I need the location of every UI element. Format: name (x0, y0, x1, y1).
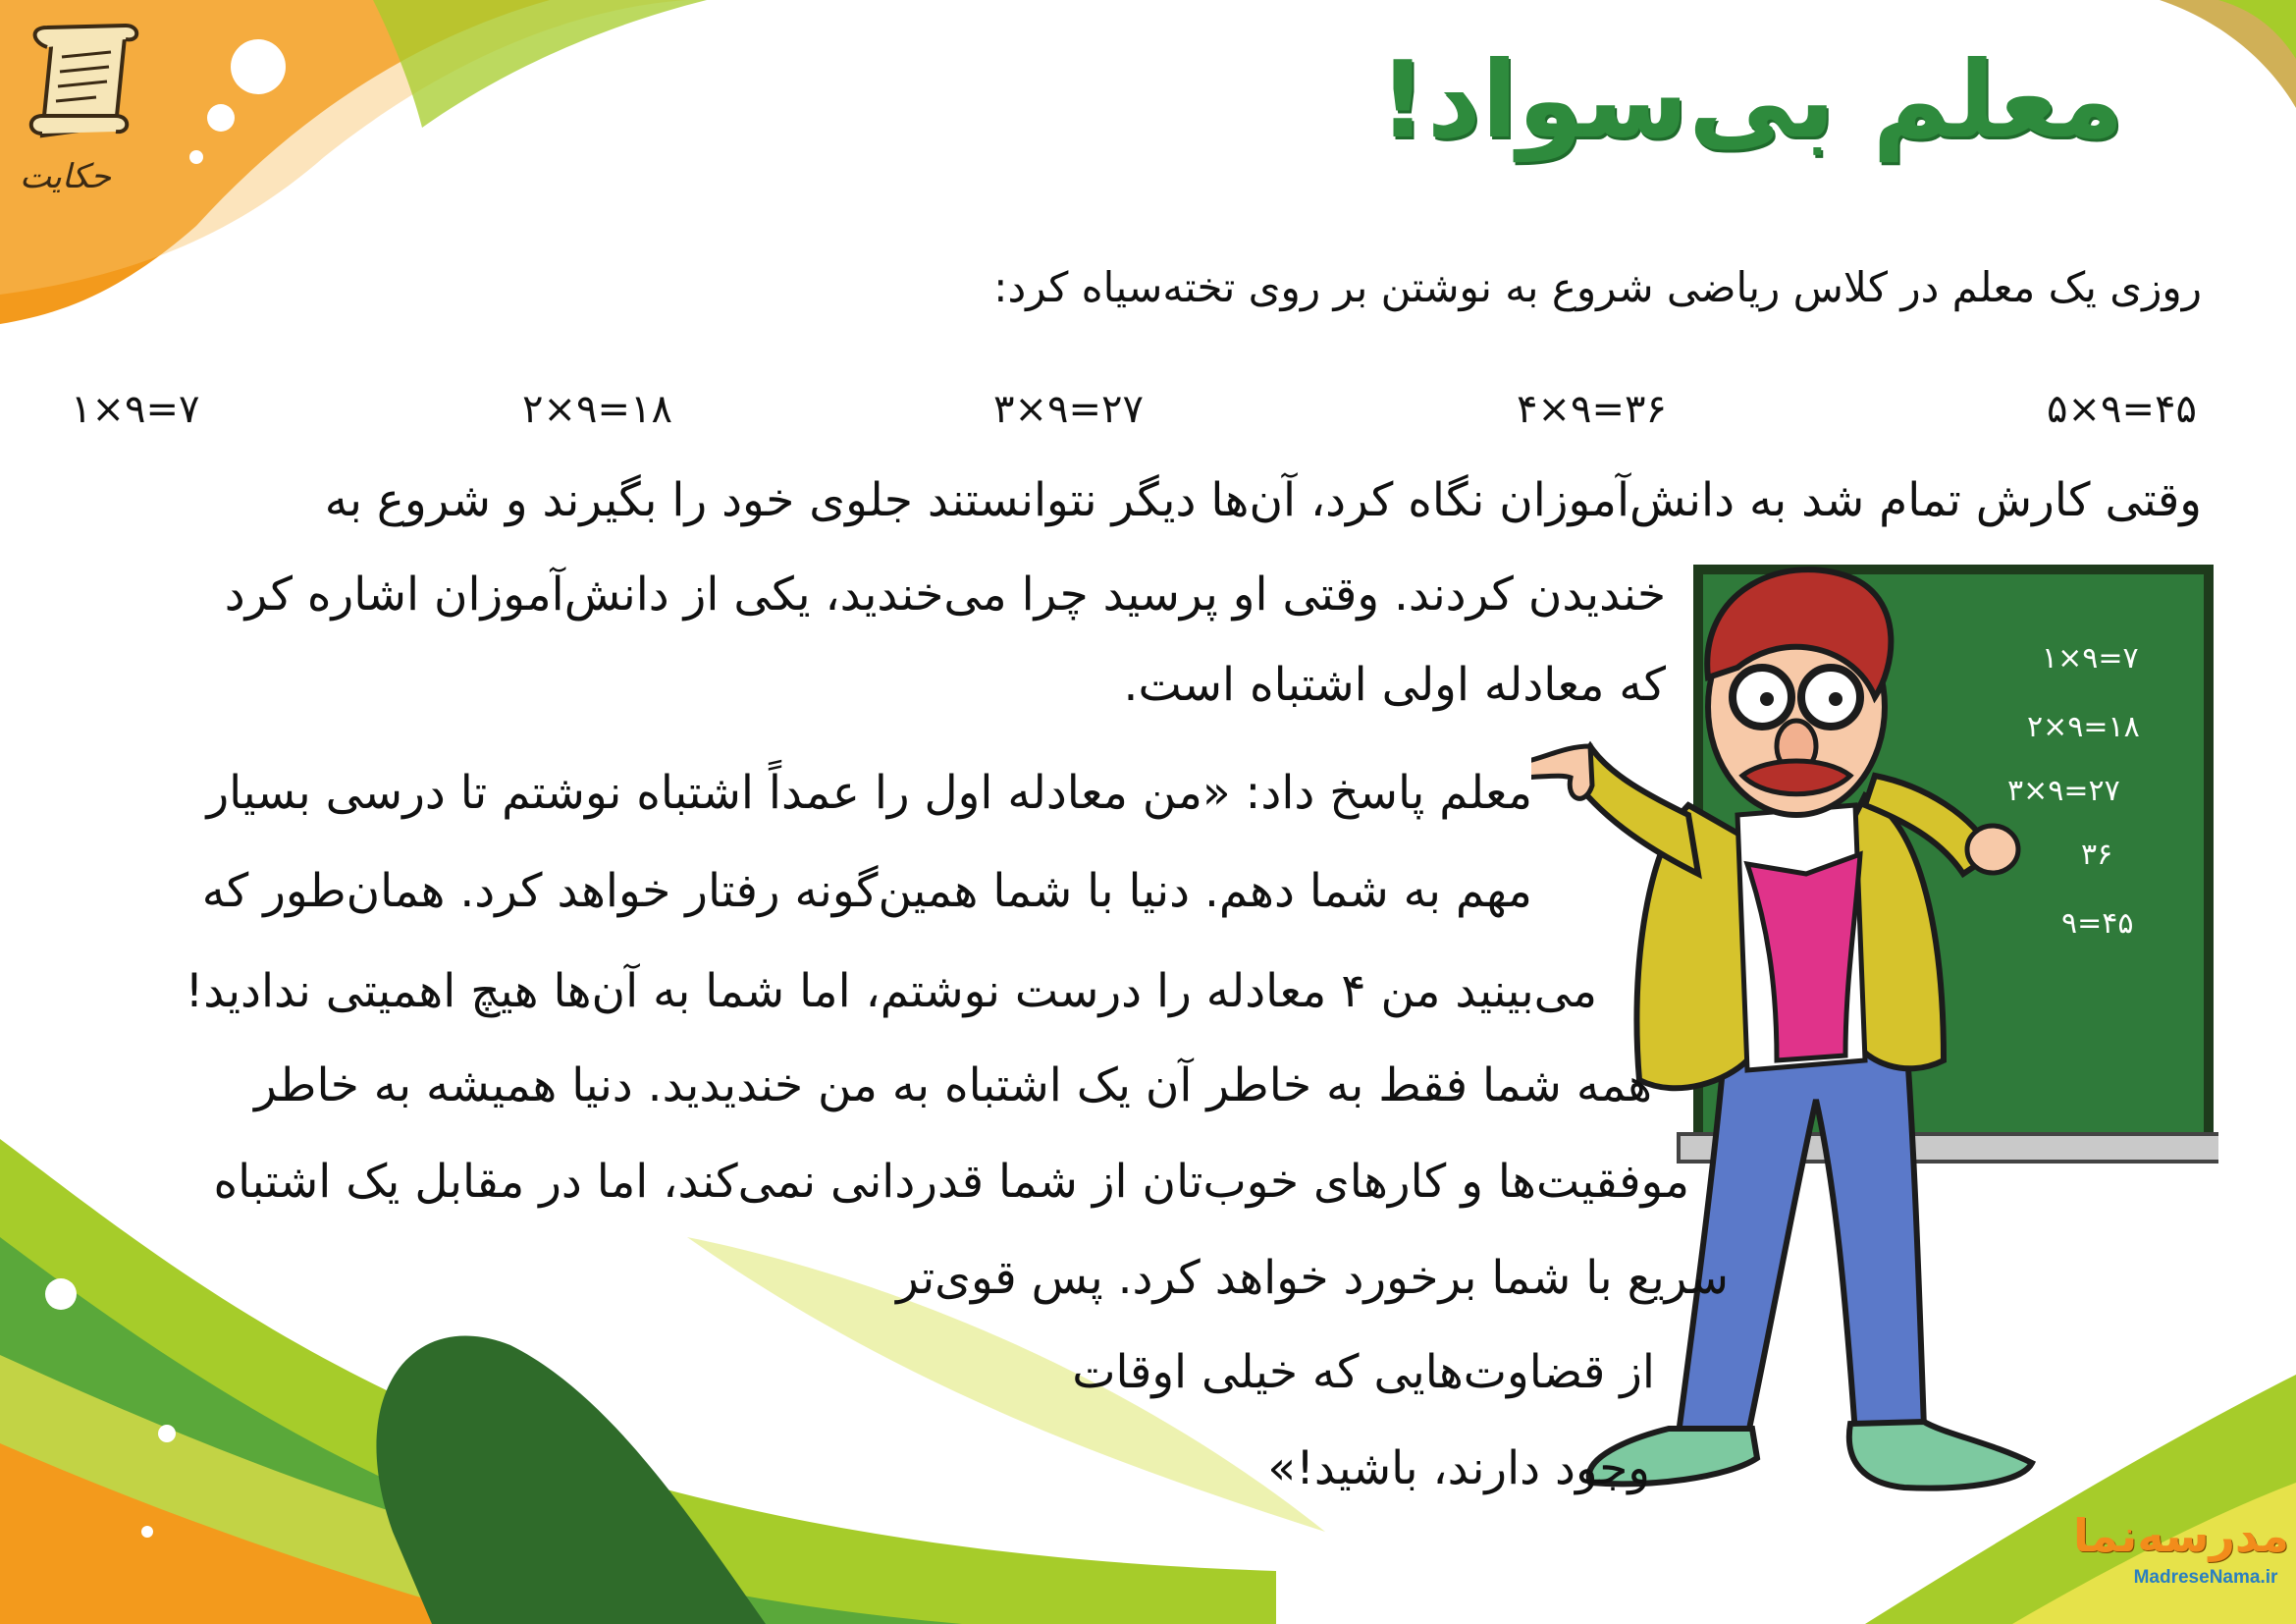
story-line: سریع با شما برخورد خواهد کرد. پس قوی‌تر (896, 1251, 1729, 1305)
story-line: وجود دارند، باشید!» (1267, 1441, 1650, 1495)
story-line: همه شما فقط به خاطر آن یک اشتباه به من خندیدید. دنیا همیشه به خاطر (254, 1058, 1652, 1112)
teacher-hand (1967, 826, 2018, 873)
dark-leaf (376, 1335, 766, 1624)
page-title: معلم بی‌سواد! (1378, 39, 2124, 162)
story-line: مهم به شما دهم. دنیا با شما همین‌گونه رفتار خواهد کرد. همان‌طور که (201, 864, 1532, 918)
board-equation-1: ۱×۹=۷ (2042, 641, 2139, 676)
deco-circle (45, 1278, 77, 1310)
teacher-mustache (1742, 761, 1850, 794)
story-line: می‌بینید من ۴ معادله را درست نوشتم، اما شما به آن‌ها هیچ اهمیتی ندادید! (185, 964, 1597, 1018)
brand-badge (2072, 1504, 2289, 1612)
green-swoosh-top (373, 0, 707, 128)
board-equation-5: ۹=۴۵ (2061, 906, 2134, 941)
category-label: حکایت (20, 157, 112, 196)
deco-circle (141, 1526, 153, 1538)
story-line: از قضاوت‌هایی که خیلی اوقات (1072, 1345, 1655, 1399)
equation-3: ۳×۹=۲۷ (993, 387, 1144, 432)
board-equation-4: ۳۶ (2081, 838, 2113, 872)
equation-2: ۴×۹=۳۶ (1517, 387, 1667, 432)
brand-site: MadreseNama.ir (2133, 1567, 2278, 1588)
story-line: موفقیت‌ها و کارهای خوب‌تان از شما قدردانی نمی‌کند، اما در مقابل یک اشتباه (213, 1155, 1689, 1209)
intro-text: روزی یک معلم در کلاس ریاضی شروع به نوشتن بر روی تخته‌سیاه کرد: (993, 263, 2202, 311)
deco-circle (207, 104, 235, 132)
brand-logo: مدرسه‌نما (2072, 1509, 2289, 1562)
teacher-shoe (1849, 1422, 2032, 1489)
board-equation-3: ۳×۹=۲۷ (2007, 774, 2120, 808)
scroll-icon (18, 18, 155, 165)
teacher-hand (1531, 746, 1592, 798)
story-line: که معادله اولی اشتباه است. (1123, 658, 1666, 712)
deco-circle (189, 150, 203, 164)
equation-1: ۵×۹=۴۵ (2047, 387, 2197, 432)
story-line: معلم پاسخ داد: «من معادله اول را عمداً اشتباه نوشتم تا درسی بسیار (206, 766, 1532, 820)
deco-circle (158, 1425, 176, 1442)
equation-5: ۱×۹=۷ (71, 387, 200, 432)
board-equation-2: ۲×۹=۱۸ (2027, 710, 2140, 744)
deco-circle (231, 39, 286, 94)
story-line: وقتی کارش تمام شد به دانش‌آموزان نگاه کرد، آن‌ها دیگر نتوانستند جلوی خود را بگیرند و شروع به (324, 473, 2202, 527)
equation-4: ۲×۹=۱۸ (522, 387, 672, 432)
story-line: خندیدن کردند. وقتی او پرسید چرا می‌خندید، یکی از دانش‌آموزان اشاره کرد (224, 568, 1666, 622)
